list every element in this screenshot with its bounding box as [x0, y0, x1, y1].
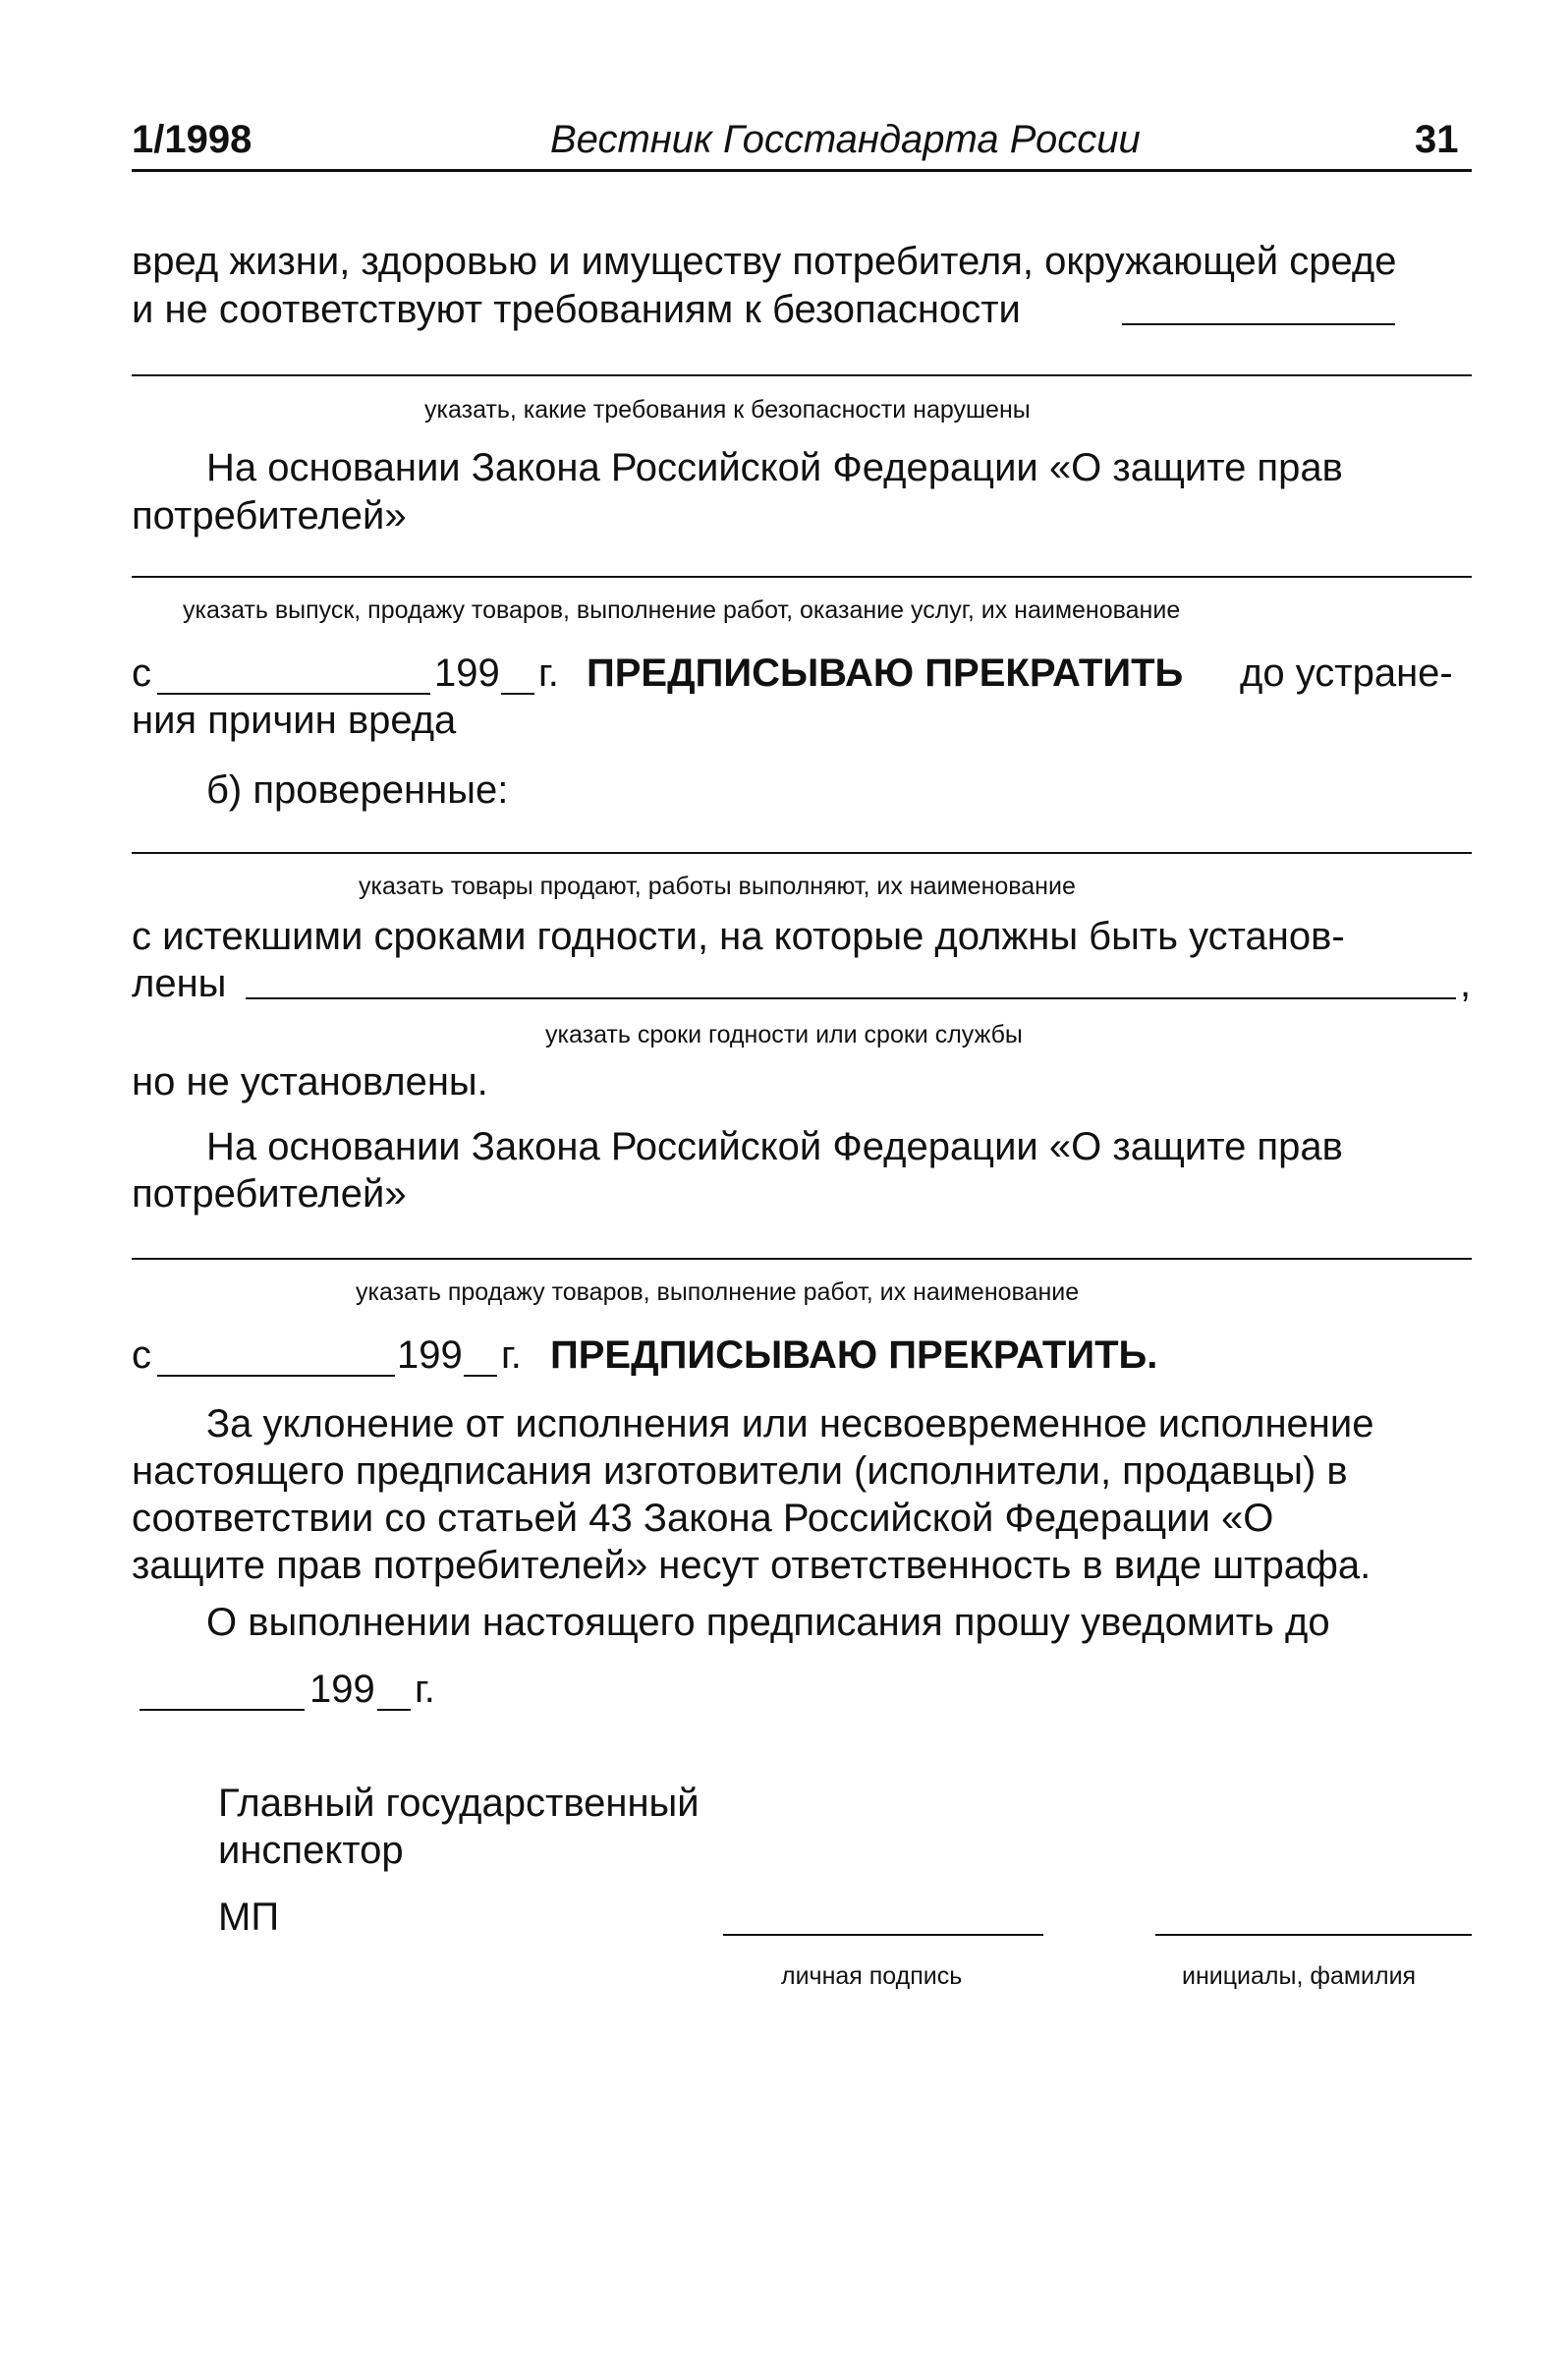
year-fill-line: [377, 1709, 411, 1711]
order-prefix: с: [132, 1333, 151, 1377]
paragraph-line: ния причин вреда: [132, 699, 457, 742]
date-fill-line: [157, 693, 430, 695]
order-year-suffix: г.: [501, 1333, 522, 1377]
journal-title: Вестник Госстандарта России: [550, 118, 1141, 161]
date-fill-line: [140, 1709, 305, 1711]
notify-year-suffix: г.: [415, 1668, 435, 1711]
order-rest: до устране-: [1240, 651, 1453, 695]
paragraph-line: защите прав потребителей» несут ответственность в виде штрафа.: [132, 1544, 1372, 1587]
order-action: ПРЕДПИСЫВАЮ ПРЕКРАТИТЬ.: [550, 1333, 1158, 1377]
fill-in-line: [132, 576, 1472, 578]
stamp-label: МП: [218, 1896, 280, 1939]
order-year-suffix: г.: [538, 651, 559, 695]
field-caption: указать продажу товаров, выполнение работ, их наименование: [356, 1278, 1080, 1306]
field-caption: указать, какие требования к безопасности нарушены: [424, 396, 1031, 424]
paragraph-line: с истекшими сроками годности, на которые должны быть установ-: [132, 915, 1345, 958]
paragraph-line: потребителей»: [132, 494, 407, 538]
order-action: ПРЕДПИСЫВАЮ ПРЕКРАТИТЬ: [587, 651, 1184, 695]
page-number: 31: [1415, 118, 1459, 161]
year-fill-line: [501, 693, 534, 695]
item-b-label: б) проверенные:: [206, 768, 509, 812]
order-year: 199: [397, 1333, 463, 1377]
order-prefix: с: [132, 651, 151, 695]
signature-line: [723, 1934, 1043, 1936]
signature-caption: личная подпись: [781, 1962, 963, 1990]
paragraph-line: лены: [132, 962, 227, 1005]
issue-number: 1/1998: [132, 118, 252, 161]
fill-in-line: [132, 1258, 1472, 1260]
field-caption: указать выпуск, продажу товаров, выполнение работ, оказание услуг, их наименование: [183, 596, 1181, 624]
paragraph-line: На основании Закона Российской Федерации «О защите прав: [206, 446, 1343, 489]
paragraph-line: соответствии со статьей 43 Закона Российской Федерации «О: [132, 1497, 1274, 1540]
paragraph-line: но не установлены.: [132, 1060, 488, 1104]
paragraph-line: На основании Закона Российской Федерации «О защите прав: [206, 1125, 1343, 1168]
year-fill-line: [464, 1375, 497, 1377]
notify-year: 199: [309, 1668, 375, 1711]
signatory-title: инспектор: [218, 1829, 404, 1872]
paragraph-line: и не соответствуют требованиям к безопасности: [132, 288, 1021, 331]
name-caption: инициалы, фамилия: [1182, 1962, 1417, 1990]
name-line: [1155, 1934, 1472, 1936]
field-caption: указать сроки годности или сроки службы: [545, 1021, 1023, 1048]
signatory-title: Главный государственный: [218, 1782, 700, 1825]
paragraph-line: настоящего предписания изготовители (исполнители, продавцы) в: [132, 1449, 1348, 1493]
order-year: 199: [434, 651, 500, 695]
fill-in-line: [246, 997, 1456, 999]
date-fill-line: [157, 1375, 395, 1377]
line-comma: ,: [1460, 962, 1472, 1005]
fill-in-line: [1122, 323, 1395, 325]
paragraph-line: вред жизни, здоровью и имуществу потребителя, окружающей среде: [132, 240, 1397, 283]
fill-in-line: [132, 852, 1472, 854]
header-rule: [132, 169, 1472, 172]
paragraph-line: За уклонение от исполнения или несвоевременное исполнение: [206, 1402, 1374, 1445]
fill-in-line: [132, 374, 1472, 376]
paragraph-line: потребителей»: [132, 1172, 407, 1216]
paragraph-line: О выполнении настоящего предписания прошу уведомить до: [206, 1601, 1330, 1644]
field-caption: указать товары продают, работы выполняют, их наименование: [359, 873, 1076, 900]
